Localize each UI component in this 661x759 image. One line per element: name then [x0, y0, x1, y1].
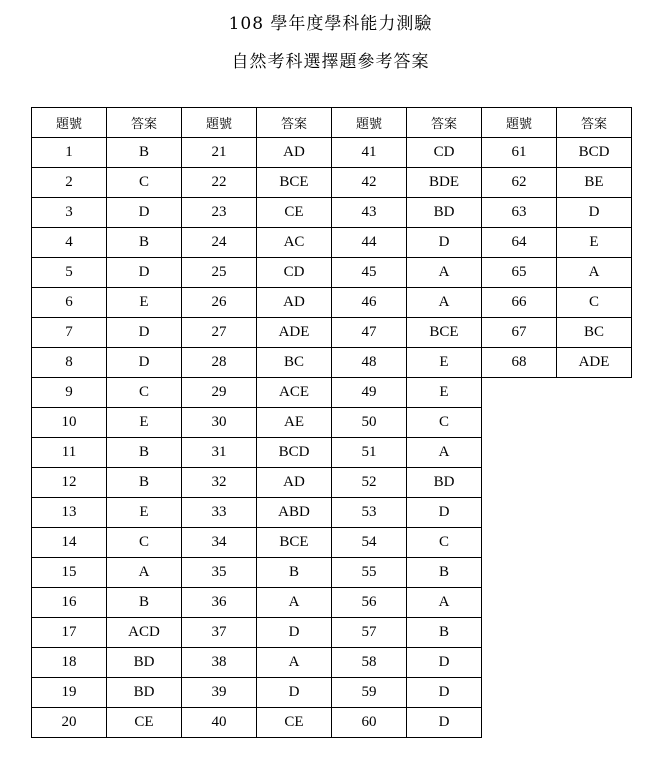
- answer-value: B: [107, 138, 182, 168]
- question-number: 10: [32, 408, 107, 438]
- question-number: 31: [182, 438, 257, 468]
- answer-value: A: [257, 588, 332, 618]
- question-number: 44: [332, 228, 407, 258]
- question-number: 8: [32, 348, 107, 378]
- answer-value: D: [257, 678, 332, 708]
- answer-value: C: [107, 378, 182, 408]
- answer-value: E: [407, 348, 482, 378]
- header-question-number: 題號: [482, 108, 557, 138]
- question-number: 47: [332, 318, 407, 348]
- answer-value: BD: [407, 468, 482, 498]
- table-row: [32, 198, 482, 228]
- answer-value: ACD: [107, 618, 182, 648]
- answer-value: CE: [257, 198, 332, 228]
- header-answer: 答案: [257, 108, 332, 138]
- question-number: 34: [182, 528, 257, 558]
- question-number: 29: [182, 378, 257, 408]
- question-number: 14: [32, 528, 107, 558]
- question-number: 42: [332, 168, 407, 198]
- question-number: 32: [182, 468, 257, 498]
- answer-value: B: [407, 558, 482, 588]
- question-number: 15: [32, 558, 107, 588]
- answer-value: B: [107, 468, 182, 498]
- table-row: [32, 378, 482, 408]
- question-number: 27: [182, 318, 257, 348]
- table-row: [32, 438, 482, 468]
- question-number: 17: [32, 618, 107, 648]
- answer-value: A: [557, 258, 632, 288]
- answer-value: BD: [107, 678, 182, 708]
- question-number: 5: [32, 258, 107, 288]
- answer-value: D: [407, 708, 482, 738]
- question-number: 6: [32, 288, 107, 318]
- answer-value: B: [107, 438, 182, 468]
- answer-value: BD: [107, 648, 182, 678]
- question-number: 65: [482, 258, 557, 288]
- table-row: [32, 168, 482, 198]
- question-number: 62: [482, 168, 557, 198]
- answer-value: BCE: [407, 318, 482, 348]
- table-row: [32, 648, 482, 678]
- question-number: 37: [182, 618, 257, 648]
- question-number: 25: [182, 258, 257, 288]
- table-row: [482, 168, 632, 198]
- answer-value: D: [107, 258, 182, 288]
- answer-value: A: [407, 588, 482, 618]
- answer-value: D: [407, 648, 482, 678]
- question-number: 28: [182, 348, 257, 378]
- question-number: 7: [32, 318, 107, 348]
- question-number: 21: [182, 138, 257, 168]
- question-number: 23: [182, 198, 257, 228]
- answer-value: C: [407, 528, 482, 558]
- answer-value: CE: [107, 708, 182, 738]
- answer-value: A: [257, 648, 332, 678]
- answer-value: CD: [407, 138, 482, 168]
- question-number: 26: [182, 288, 257, 318]
- answer-value: AD: [257, 288, 332, 318]
- table-row: [32, 348, 482, 378]
- answer-value: D: [407, 228, 482, 258]
- question-number: 39: [182, 678, 257, 708]
- answer-value: D: [407, 498, 482, 528]
- header-question-number: 題號: [32, 108, 107, 138]
- question-number: 3: [32, 198, 107, 228]
- question-number: 58: [332, 648, 407, 678]
- answer-value: BC: [557, 318, 632, 348]
- question-number: 35: [182, 558, 257, 588]
- question-number: 11: [32, 438, 107, 468]
- question-number: 52: [332, 468, 407, 498]
- answer-value: ADE: [257, 318, 332, 348]
- question-number: 19: [32, 678, 107, 708]
- table-row: [32, 588, 482, 618]
- answer-value: BCD: [257, 438, 332, 468]
- answer-value: CD: [257, 258, 332, 288]
- answer-value: BC: [257, 348, 332, 378]
- answer-value: B: [257, 558, 332, 588]
- question-number: 18: [32, 648, 107, 678]
- question-number: 12: [32, 468, 107, 498]
- page-title: 108 學年度學科能力測驗: [228, 14, 433, 34]
- answer-value: A: [407, 258, 482, 288]
- answer-value: D: [107, 318, 182, 348]
- question-number: 49: [332, 378, 407, 408]
- table-header-row: [32, 108, 482, 138]
- table-row: [32, 138, 482, 168]
- header-answer: 答案: [557, 108, 632, 138]
- question-number: 67: [482, 318, 557, 348]
- question-number: 59: [332, 678, 407, 708]
- answer-value: C: [407, 408, 482, 438]
- answer-value: A: [407, 438, 482, 468]
- table-row: [482, 258, 632, 288]
- question-number: 13: [32, 498, 107, 528]
- answer-value: E: [407, 378, 482, 408]
- table-row: [482, 138, 632, 168]
- table-row: [32, 708, 482, 738]
- question-number: 60: [332, 708, 407, 738]
- question-number: 33: [182, 498, 257, 528]
- answer-value: AD: [257, 468, 332, 498]
- answer-value: D: [557, 198, 632, 228]
- table-row: [32, 258, 482, 288]
- question-number: 36: [182, 588, 257, 618]
- answer-value: E: [107, 498, 182, 528]
- question-number: 22: [182, 168, 257, 198]
- answer-value: E: [107, 408, 182, 438]
- answer-value: B: [107, 588, 182, 618]
- question-number: 40: [182, 708, 257, 738]
- question-number: 1: [32, 138, 107, 168]
- question-number: 51: [332, 438, 407, 468]
- header-question-number: 題號: [332, 108, 407, 138]
- header-question-number: 題號: [182, 108, 257, 138]
- question-number: 64: [482, 228, 557, 258]
- answer-value: ACE: [257, 378, 332, 408]
- question-number: 24: [182, 228, 257, 258]
- answer-value: E: [107, 288, 182, 318]
- answer-value: ABD: [257, 498, 332, 528]
- table-row: [32, 228, 482, 258]
- question-number: 30: [182, 408, 257, 438]
- answer-value: BE: [557, 168, 632, 198]
- answer-value: A: [107, 558, 182, 588]
- answer-value: BDE: [407, 168, 482, 198]
- question-number: 68: [482, 348, 557, 378]
- question-number: 53: [332, 498, 407, 528]
- header-answer: 答案: [107, 108, 182, 138]
- table-row: [482, 228, 632, 258]
- table-row: [32, 618, 482, 648]
- table-row: [32, 288, 482, 318]
- answer-value: D: [107, 198, 182, 228]
- answer-value: A: [407, 288, 482, 318]
- question-number: 16: [32, 588, 107, 618]
- table-row: [32, 318, 482, 348]
- table-row: [32, 468, 482, 498]
- answer-value: BCE: [257, 168, 332, 198]
- table-row: [32, 678, 482, 708]
- answer-value: AE: [257, 408, 332, 438]
- table-row: [32, 528, 482, 558]
- answer-value: D: [257, 618, 332, 648]
- table-row: [482, 318, 632, 348]
- table-row: [32, 408, 482, 438]
- table-row: [32, 558, 482, 588]
- answer-value: C: [107, 168, 182, 198]
- question-number: 50: [332, 408, 407, 438]
- question-number: 57: [332, 618, 407, 648]
- table-row: [482, 348, 632, 378]
- answer-value: B: [107, 228, 182, 258]
- table-header-row: [482, 108, 632, 138]
- table-row: [32, 498, 482, 528]
- answer-value: AD: [257, 138, 332, 168]
- question-number: 66: [482, 288, 557, 318]
- question-number: 20: [32, 708, 107, 738]
- question-number: 43: [332, 198, 407, 228]
- answer-table-q61-q68: [481, 107, 632, 378]
- answer-value: E: [557, 228, 632, 258]
- question-number: 63: [482, 198, 557, 228]
- table-row: [482, 198, 632, 228]
- question-number: 41: [332, 138, 407, 168]
- answer-value: CE: [257, 708, 332, 738]
- question-number: 4: [32, 228, 107, 258]
- question-number: 61: [482, 138, 557, 168]
- table-row: [482, 288, 632, 318]
- question-number: 46: [332, 288, 407, 318]
- answer-value: D: [107, 348, 182, 378]
- answer-value: C: [557, 288, 632, 318]
- question-number: 48: [332, 348, 407, 378]
- question-number: 45: [332, 258, 407, 288]
- answer-value: C: [107, 528, 182, 558]
- answer-value: ADE: [557, 348, 632, 378]
- question-number: 54: [332, 528, 407, 558]
- answer-value: BCE: [257, 528, 332, 558]
- answer-value: B: [407, 618, 482, 648]
- answer-value: BCD: [557, 138, 632, 168]
- question-number: 2: [32, 168, 107, 198]
- question-number: 38: [182, 648, 257, 678]
- answer-value: AC: [257, 228, 332, 258]
- answer-table-q1-q60: [31, 107, 482, 738]
- page-subtitle: 自然考科選擇題參考答案: [231, 52, 430, 72]
- answer-value: D: [407, 678, 482, 708]
- question-number: 9: [32, 378, 107, 408]
- question-number: 56: [332, 588, 407, 618]
- question-number: 55: [332, 558, 407, 588]
- header-answer: 答案: [407, 108, 482, 138]
- answer-value: BD: [407, 198, 482, 228]
